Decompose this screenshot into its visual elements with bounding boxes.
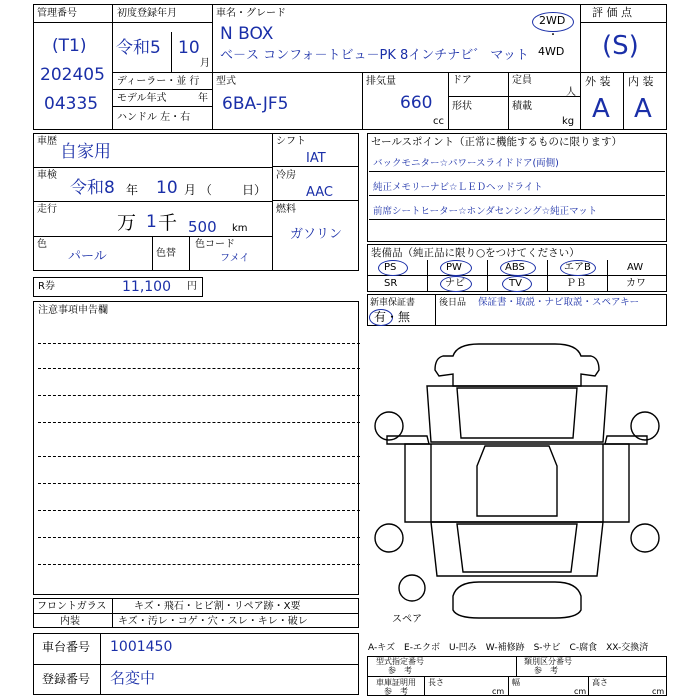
width-label: 幅 [512, 678, 520, 687]
inspection-day-unit: 日） [242, 183, 267, 197]
reg-era: 令和5 [116, 38, 161, 58]
model-year-unit: 年 [198, 93, 208, 104]
mileage-label: 走行 [37, 204, 57, 215]
mileage-value1: 1 [146, 212, 157, 232]
wheel-rr [631, 524, 659, 552]
model-year-label: モデル年式 [117, 93, 167, 104]
car-diagram [367, 326, 667, 636]
load-unit: kg [562, 116, 575, 127]
mgmt-no1: 202405 [40, 65, 105, 85]
category-no-ref: 参 考 [534, 666, 558, 675]
equip-pb: ＰＢ [566, 278, 586, 289]
inspection-year-unit: 年 [126, 183, 139, 197]
ac-label: 冷房 [276, 170, 296, 181]
displacement-value: 660 [400, 93, 433, 113]
damage-legend: A-キズ E-エクボ U-凹み W-補修跡 S-サビ C-腐食 XX-交換済 [368, 643, 649, 653]
capacity-unit: 人 [566, 87, 576, 98]
inspection-era: 令和8 [70, 178, 115, 198]
width-unit: cm [574, 687, 587, 696]
ext-label: 外 装 [585, 75, 611, 88]
drive-2wd: 2WD [539, 14, 566, 27]
equip-kawa: カワ [626, 278, 646, 289]
type-designation-label: 型式指定番号 [376, 657, 424, 666]
mgmt-label: 管理番号 [37, 8, 77, 19]
displacement-unit: cc [433, 116, 444, 127]
sales-point-3: 前席シートヒーター☆ホンダセンシング☆純正マット [373, 206, 598, 217]
capacity-label: 定員 [512, 75, 532, 86]
interior-label: 内装 [60, 616, 80, 627]
wheel-rl [375, 524, 403, 552]
cert-label: 車庫証明用 [376, 678, 416, 687]
interior-value: キズ・汚レ・コゲ・穴・スレ・キレ・破レ [118, 616, 308, 627]
shape-label: 形状 [452, 101, 472, 112]
height-unit: cm [652, 687, 665, 696]
side-divider [431, 444, 603, 522]
fuel-value: ガソリン [290, 227, 343, 242]
handle-label: ハンドル 左・右 [117, 112, 191, 123]
inspection-month: 10 [156, 178, 178, 198]
equipment-label: 装備品（純正品に限り○をつけてください） [371, 247, 580, 259]
equip-pw: PW [446, 262, 462, 273]
recycle-label: R券 [38, 281, 55, 292]
recycle-value: 11,100 [122, 279, 171, 295]
later-value: 保証書・取説・ナビ取説・スペアキー [478, 297, 640, 308]
notes-box [33, 301, 359, 595]
reg-month-unit: 月 [200, 58, 210, 69]
roof-outline [435, 344, 599, 386]
color-value: パール [68, 249, 107, 264]
body-middle [405, 444, 629, 522]
chassis-label: 車台番号 [42, 640, 91, 654]
equip-ps: PS [384, 262, 397, 273]
glass-value: キズ・飛石・ヒビ割・リペア跡・X要 [134, 601, 301, 612]
body-upper [427, 386, 607, 442]
type-value: 6BA-JF5 [222, 94, 289, 114]
warranty-label: 新車保証書 [370, 298, 416, 308]
recycle-box [33, 277, 203, 297]
chassis-value: 1001450 [110, 639, 173, 655]
sales-label: セールスポイント（正常に機能するものに限ります） [371, 136, 623, 148]
rear-bumper [453, 582, 581, 618]
center-roof [477, 446, 557, 516]
eval-score: (S) [602, 31, 639, 61]
door-label: ドア [452, 75, 472, 86]
height-label: 高さ [592, 678, 608, 687]
reg-label: 初度登録年月 [117, 8, 177, 19]
body-lower [431, 522, 603, 576]
mgmt-t: (T1) [52, 36, 87, 56]
color-code-value: フメイ [220, 253, 250, 264]
color-label: 色 [37, 239, 47, 250]
reg-month: 10 [178, 38, 200, 58]
type-designation-ref: 参 考 [388, 666, 412, 675]
later-label: 後日品 [439, 298, 467, 308]
rear-window [457, 524, 577, 572]
cert-ref: 参 考 [384, 687, 408, 696]
mileage-unit: km [232, 223, 248, 234]
color-change-label: 色替 [156, 248, 176, 259]
mirrors [387, 436, 647, 444]
drive-4wd: 4WD [538, 45, 565, 58]
shift-label: シフト [276, 136, 306, 147]
length-unit: cm [492, 687, 505, 696]
recycle-unit: 円 [187, 281, 197, 292]
grade: ベ－ス コンフォ－トビュ－PK 8インチナビ゛ マット [220, 48, 529, 63]
mileage-man: 万 [117, 212, 137, 234]
equip-navi: ナビ [445, 278, 465, 289]
int-score: A [634, 94, 652, 124]
name-label: 車名・グレード [216, 8, 286, 19]
car-name: N BOX [220, 24, 274, 44]
spare-wheel [399, 575, 425, 601]
ac-value: AAC [306, 185, 333, 200]
type-label: 型式 [216, 76, 236, 87]
length-label: 長さ [428, 678, 444, 687]
history-label: 車歴 [37, 136, 57, 147]
drive-dot: ・ [548, 30, 558, 41]
plate-label: 登録番号 [42, 672, 91, 686]
eval-label: 評 価 点 [592, 6, 632, 19]
glass-label: フロントガラス [37, 601, 107, 612]
windshield-outline [457, 388, 577, 438]
load-label: 積載 [512, 101, 532, 112]
spare-label: スペア [392, 614, 422, 625]
dealer-label: ディーラー・並 行 [117, 76, 200, 87]
mileage-value2: 500 [188, 218, 217, 236]
inspection-month-unit: 月 （ [184, 183, 212, 197]
fuel-label: 燃料 [276, 204, 296, 215]
shift-value: IAT [306, 151, 326, 166]
equip-abs: ABS [505, 262, 525, 273]
int-label: 内 装 [628, 75, 654, 88]
notes-label: 注意事項申告欄 [38, 305, 108, 316]
plate-value: 名変中 [110, 669, 156, 687]
history-value: 自家用 [60, 142, 111, 162]
equip-sr: SR [384, 278, 398, 289]
ext-score: A [592, 94, 610, 124]
inspection-label: 車検 [37, 170, 57, 181]
category-no-label: 類別区分番号 [524, 657, 572, 666]
warranty-value: 有・無 [374, 310, 411, 324]
mgmt-no2: 04335 [44, 94, 99, 114]
equip-aw: AW [627, 262, 644, 273]
sales-point-2: 純正メモリーナビ☆ＬＥＤヘッドライト [373, 182, 543, 193]
mileage-sen: 千 [158, 212, 178, 234]
displacement-label: 排気量 [366, 76, 396, 87]
equip-airb: エアB [564, 262, 591, 273]
color-code-label: 色コード [195, 239, 235, 250]
equip-tv: TV [509, 278, 522, 289]
sales-point-1: バックモニター☆パワースライドドア(両側) [373, 158, 559, 169]
